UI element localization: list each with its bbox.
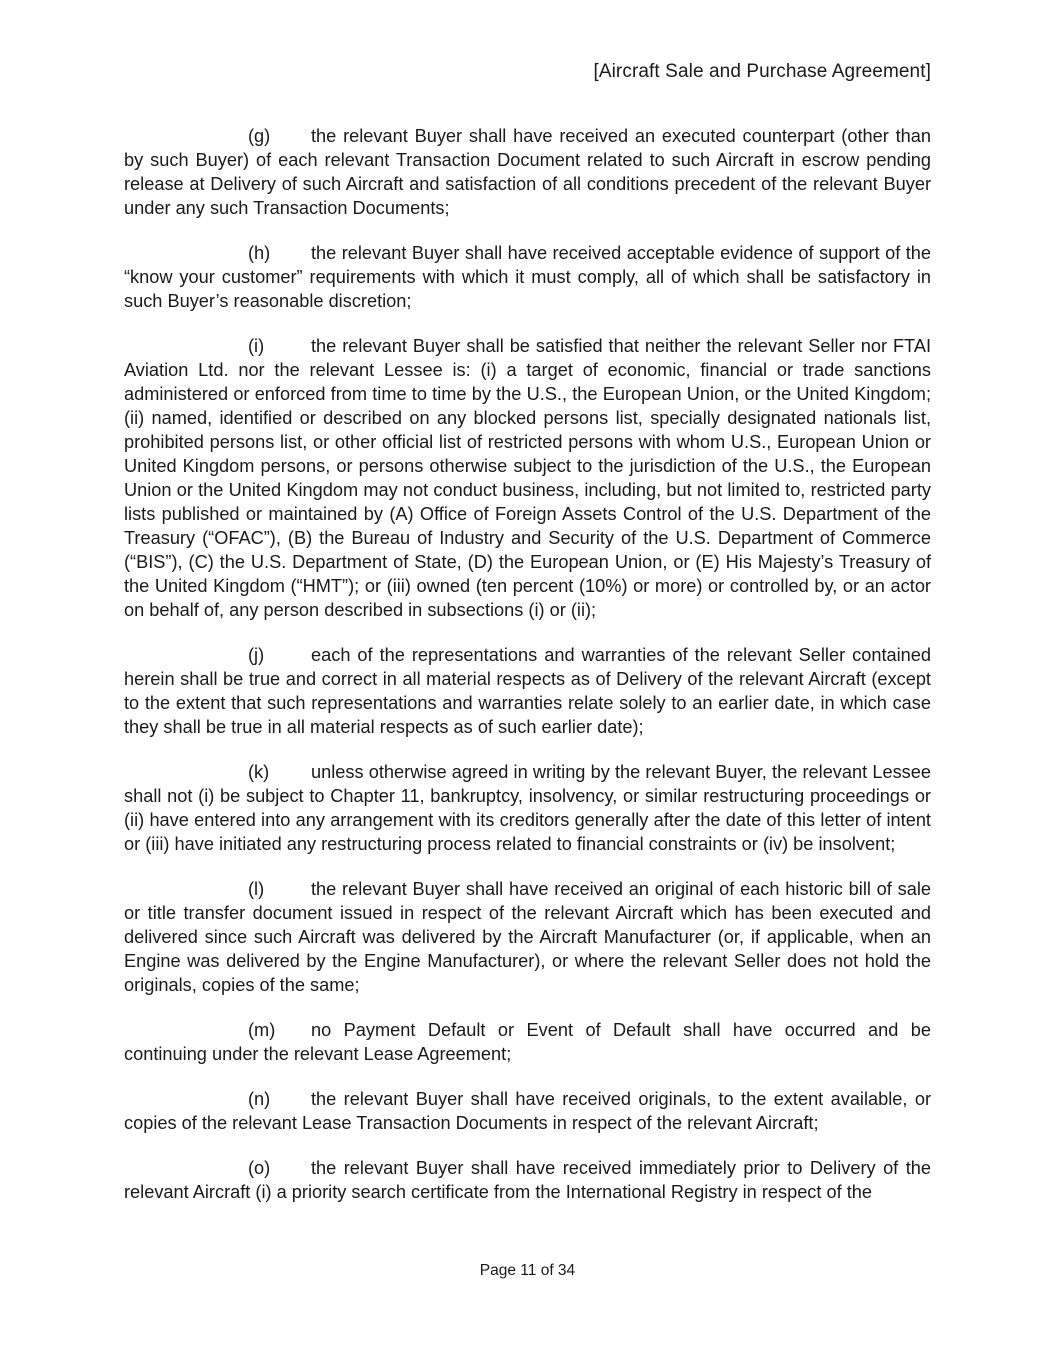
clause-label: (l) xyxy=(248,879,265,899)
clause-label: (g) xyxy=(248,126,271,146)
clause-l xyxy=(124,877,931,997)
clause-i xyxy=(124,334,931,622)
clause-text: the relevant Buyer shall be satisfied that neither the relevant Seller nor FTAI Aviation Ltd. nor the relevant Lessee is: (i) a target of economic, financial or trade sanctions administered or enforced from time to time by the U.S., the European Union, or the United Kingdom; (ii) named, identified or described on any blocked persons list, specially designated nationals list, prohibited persons list, or other official list of restricted persons with whom U.S., European Union or United Kingdom persons, or persons otherwise subject to the jurisdiction of the U.S., the European Union or the United Kingdom may not conduct business, including, but not limited to, restricted party lists published or maintained by (A) Office of Foreign Assets Control of the U.S. Department of the Treasury (“OFAC”), (B) the Bureau of Industry and Security of the U.S. Department of Commerce (“BIS”), (C) the U.S. Department of State, (D) the European Union, or (E) His Majesty’s Treasury of the United Kingdom (“HMT”); or (iii) owned (ten percent (10%) or more) or controlled by, or an actor on behalf of, any person described in subsections (i) or (ii); xyxy=(124,336,931,620)
document-header: [Aircraft Sale and Purchase Agreement] xyxy=(593,61,931,82)
clause-text: the relevant Buyer shall have received immediately prior to Delivery of the relevant Aircraft (i) a priority search certificate from the International Registry in respect of the xyxy=(124,1158,931,1202)
clause-o xyxy=(124,1156,931,1204)
clause-j xyxy=(124,643,931,739)
clause-text: the relevant Buyer shall have received acceptable evidence of support of the “know your customer” requirements with which it must comply, all of which shall be satisfactory in such Buyer’s reasonable discretion; xyxy=(124,243,931,311)
clause-n xyxy=(124,1087,931,1135)
clause-text: the relevant Buyer shall have received originals, to the extent available, or copies of the relevant Lease Transaction Documents in respect of the relevant Aircraft; xyxy=(124,1089,931,1133)
clause-label: (i) xyxy=(248,336,265,356)
clause-label: (h) xyxy=(248,243,271,263)
clause-text: no Payment Default or Event of Default shall have occurred and be continuing under the relevant Lease Agreement; xyxy=(124,1020,931,1064)
clause-text: the relevant Buyer shall have received an executed counterpart (other than by such Buyer) of each relevant Transaction Document related to such Aircraft in escrow pending release at Delivery of such Aircraft and satisfaction of all conditions precedent of the relevant Buyer under any such Transaction Documents; xyxy=(124,126,931,218)
clause-label: (m) xyxy=(248,1020,276,1040)
clause-label: (n) xyxy=(248,1089,271,1109)
clause-text: the relevant Buyer shall have received an original of each historic bill of sale or title transfer document issued in respect of the relevant Aircraft which has been executed and delivered since such Aircraft was delivered by the Aircraft Manufacturer (or, if applicable, when an Engine was delivered by the Engine Manufacturer), or where the relevant Seller does not hold the originals, copies of the same; xyxy=(124,879,931,995)
page-number: Page 11 of 34 xyxy=(479,1262,576,1279)
clause-m xyxy=(124,1018,931,1066)
clause-g xyxy=(124,124,931,220)
clause-h xyxy=(124,241,931,313)
clause-text: each of the representations and warranties of the relevant Seller contained herein shall be true and correct in all material respects as of Delivery of the relevant Aircraft (except to the extent that such representations and warranties relate solely to an earlier date, in which case they shall be true in all material respects as of such earlier date); xyxy=(124,645,931,737)
clause-label: (k) xyxy=(248,762,270,782)
clause-text: unless otherwise agreed in writing by the relevant Buyer, the relevant Lessee shall not (i) be subject to Chapter 11, bankruptcy, insolvency, or similar restructuring proceedings or (ii) have entered into any arrangement with its creditors generally after the date of this letter of intent or (iii) have initiated any restructuring process related to financial constraints or (iv) be insolvent; xyxy=(124,762,931,854)
clause-k xyxy=(124,760,931,856)
clause-label: (j) xyxy=(248,645,265,665)
clause-label: (o) xyxy=(248,1158,271,1178)
clause-list xyxy=(124,124,931,1225)
